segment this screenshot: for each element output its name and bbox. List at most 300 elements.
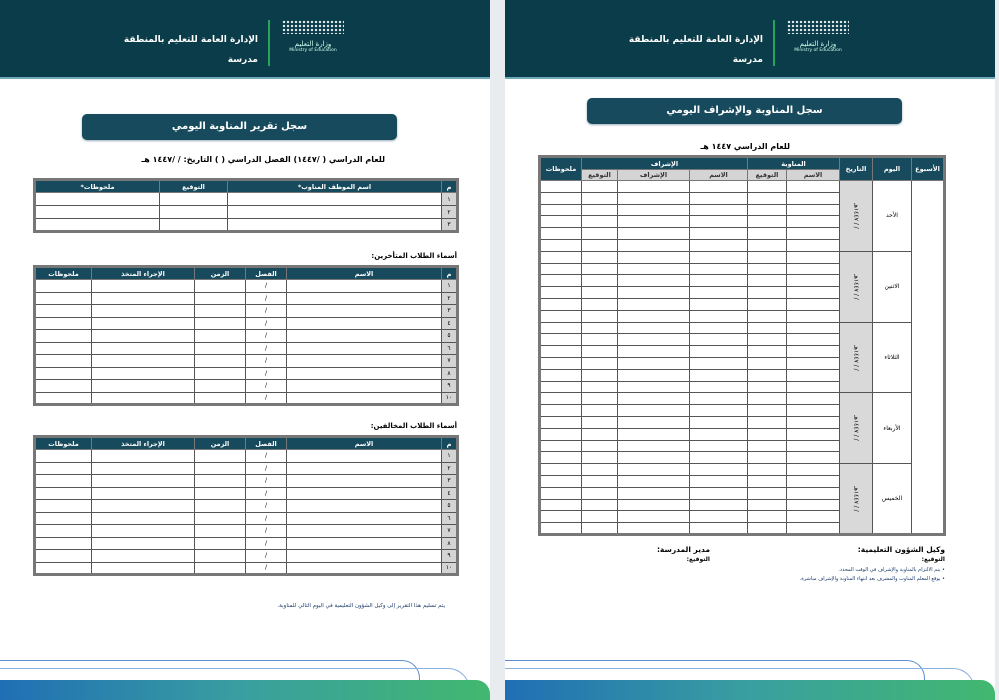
input-cell[interactable] — [787, 251, 840, 263]
input-cell[interactable] — [787, 239, 840, 251]
input-cell[interactable] — [195, 537, 246, 550]
input-cell[interactable] — [689, 298, 747, 310]
class-cell[interactable]: / — [246, 450, 287, 463]
input-cell[interactable] — [747, 263, 786, 275]
input-cell[interactable] — [787, 322, 840, 334]
input-cell[interactable] — [747, 416, 786, 428]
input-cell[interactable] — [92, 355, 195, 368]
class-cell[interactable]: / — [246, 525, 287, 538]
input-cell[interactable] — [617, 487, 689, 499]
input-cell[interactable] — [617, 216, 689, 228]
input-cell[interactable] — [617, 475, 689, 487]
input-cell[interactable] — [540, 475, 582, 487]
input-cell[interactable] — [617, 405, 689, 417]
input-cell[interactable] — [787, 346, 840, 358]
input-cell[interactable] — [747, 275, 786, 287]
input-cell[interactable] — [747, 287, 786, 299]
input-cell[interactable] — [689, 263, 747, 275]
input-cell[interactable] — [195, 487, 246, 500]
input-cell[interactable] — [35, 219, 160, 232]
input-cell[interactable] — [540, 275, 582, 287]
input-cell[interactable] — [747, 310, 786, 322]
date-cell[interactable]: / / ١٤٤٧هـ — [840, 181, 873, 252]
week-cell[interactable] — [912, 181, 945, 535]
input-cell[interactable] — [787, 393, 840, 405]
input-cell[interactable] — [160, 193, 228, 206]
input-cell[interactable] — [35, 280, 92, 293]
class-cell[interactable]: / — [246, 342, 287, 355]
input-cell[interactable] — [747, 499, 786, 511]
input-cell[interactable] — [747, 452, 786, 464]
input-cell[interactable] — [540, 239, 582, 251]
input-cell[interactable] — [92, 380, 195, 393]
input-cell[interactable] — [581, 381, 617, 393]
input-cell[interactable] — [92, 330, 195, 343]
input-cell[interactable] — [228, 193, 442, 206]
input-cell[interactable] — [195, 475, 246, 488]
input-cell[interactable] — [787, 499, 840, 511]
input-cell[interactable] — [540, 416, 582, 428]
input-cell[interactable] — [581, 428, 617, 440]
input-cell[interactable] — [617, 263, 689, 275]
class-cell[interactable]: / — [246, 280, 287, 293]
input-cell[interactable] — [747, 369, 786, 381]
input-cell[interactable] — [581, 181, 617, 193]
input-cell[interactable] — [35, 193, 160, 206]
input-cell[interactable] — [617, 452, 689, 464]
input-cell[interactable] — [689, 487, 747, 499]
input-cell[interactable] — [787, 428, 840, 440]
input-cell[interactable] — [787, 523, 840, 535]
name-cell[interactable] — [287, 500, 442, 513]
input-cell[interactable] — [747, 440, 786, 452]
input-cell[interactable] — [540, 334, 582, 346]
input-cell[interactable] — [581, 322, 617, 334]
input-cell[interactable] — [787, 216, 840, 228]
input-cell[interactable] — [195, 450, 246, 463]
input-cell[interactable] — [581, 511, 617, 523]
date-cell[interactable]: / / ١٤٤٧هـ — [840, 393, 873, 464]
input-cell[interactable] — [689, 464, 747, 476]
input-cell[interactable] — [195, 525, 246, 538]
input-cell[interactable] — [92, 392, 195, 405]
input-cell[interactable] — [787, 192, 840, 204]
input-cell[interactable] — [540, 346, 582, 358]
input-cell[interactable] — [35, 550, 92, 563]
input-cell[interactable] — [689, 216, 747, 228]
input-cell[interactable] — [787, 298, 840, 310]
input-cell[interactable] — [689, 239, 747, 251]
input-cell[interactable] — [35, 317, 92, 330]
input-cell[interactable] — [617, 381, 689, 393]
input-cell[interactable] — [747, 523, 786, 535]
input-cell[interactable] — [689, 181, 747, 193]
input-cell[interactable] — [617, 393, 689, 405]
input-cell[interactable] — [35, 380, 92, 393]
name-cell[interactable] — [287, 537, 442, 550]
class-cell[interactable]: / — [246, 537, 287, 550]
input-cell[interactable] — [747, 357, 786, 369]
input-cell[interactable] — [787, 440, 840, 452]
input-cell[interactable] — [92, 537, 195, 550]
input-cell[interactable] — [747, 393, 786, 405]
name-cell[interactable] — [287, 292, 442, 305]
input-cell[interactable] — [35, 562, 92, 575]
input-cell[interactable] — [581, 216, 617, 228]
input-cell[interactable] — [747, 192, 786, 204]
input-cell[interactable] — [540, 263, 582, 275]
input-cell[interactable] — [787, 381, 840, 393]
input-cell[interactable] — [92, 450, 195, 463]
input-cell[interactable] — [747, 334, 786, 346]
input-cell[interactable] — [747, 487, 786, 499]
input-cell[interactable] — [195, 550, 246, 563]
input-cell[interactable] — [747, 204, 786, 216]
class-cell[interactable]: / — [246, 330, 287, 343]
input-cell[interactable] — [581, 346, 617, 358]
input-cell[interactable] — [92, 487, 195, 500]
class-cell[interactable]: / — [246, 355, 287, 368]
input-cell[interactable] — [747, 464, 786, 476]
class-cell[interactable]: / — [246, 487, 287, 500]
input-cell[interactable] — [689, 228, 747, 240]
input-cell[interactable] — [617, 298, 689, 310]
class-cell[interactable]: / — [246, 292, 287, 305]
input-cell[interactable] — [617, 499, 689, 511]
date-cell[interactable]: / / ١٤٤٧هـ — [840, 322, 873, 393]
input-cell[interactable] — [540, 357, 582, 369]
name-cell[interactable] — [287, 330, 442, 343]
class-cell[interactable]: / — [246, 392, 287, 405]
input-cell[interactable] — [689, 192, 747, 204]
organization-name — [124, 30, 258, 70]
name-cell[interactable] — [287, 392, 442, 405]
input-cell[interactable] — [747, 511, 786, 523]
input-cell[interactable] — [92, 525, 195, 538]
input-cell[interactable] — [35, 305, 92, 318]
input-cell[interactable] — [160, 206, 228, 219]
class-cell[interactable]: / — [246, 380, 287, 393]
input-cell[interactable] — [689, 357, 747, 369]
name-cell[interactable] — [287, 487, 442, 500]
input-cell[interactable] — [787, 181, 840, 193]
input-cell[interactable] — [787, 405, 840, 417]
input-cell[interactable] — [540, 405, 582, 417]
input-cell[interactable] — [787, 475, 840, 487]
input-cell[interactable] — [689, 475, 747, 487]
input-cell[interactable] — [92, 292, 195, 305]
input-cell[interactable] — [787, 310, 840, 322]
name-cell[interactable] — [287, 462, 442, 475]
input-cell[interactable] — [617, 428, 689, 440]
input-cell[interactable] — [689, 452, 747, 464]
input-cell[interactable] — [540, 287, 582, 299]
name-cell[interactable] — [287, 355, 442, 368]
input-cell[interactable] — [617, 346, 689, 358]
input-cell[interactable] — [540, 322, 582, 334]
input-cell[interactable] — [195, 280, 246, 293]
input-cell[interactable] — [195, 317, 246, 330]
input-cell[interactable] — [540, 369, 582, 381]
input-cell[interactable] — [195, 500, 246, 513]
input-cell[interactable] — [617, 334, 689, 346]
input-cell[interactable] — [195, 355, 246, 368]
input-cell[interactable] — [747, 346, 786, 358]
student-header: م — [442, 437, 458, 450]
input-cell[interactable] — [617, 310, 689, 322]
input-cell[interactable] — [689, 322, 747, 334]
name-cell[interactable] — [287, 380, 442, 393]
name-cell[interactable] — [287, 280, 442, 293]
input-cell[interactable] — [581, 239, 617, 251]
input-cell[interactable] — [787, 228, 840, 240]
input-cell[interactable] — [581, 440, 617, 452]
input-cell[interactable] — [35, 462, 92, 475]
input-cell[interactable] — [581, 275, 617, 287]
input-cell[interactable] — [787, 287, 840, 299]
input-cell[interactable] — [581, 464, 617, 476]
date-cell[interactable]: / / ١٤٤٧هـ — [840, 464, 873, 535]
name-cell[interactable] — [287, 305, 442, 318]
input-cell[interactable] — [617, 440, 689, 452]
input-cell[interactable] — [35, 392, 92, 405]
input-cell[interactable] — [540, 464, 582, 476]
input-cell[interactable] — [581, 263, 617, 275]
name-cell[interactable] — [287, 525, 442, 538]
input-cell[interactable] — [195, 292, 246, 305]
input-cell[interactable] — [747, 322, 786, 334]
input-cell[interactable] — [581, 416, 617, 428]
input-cell[interactable] — [787, 334, 840, 346]
input-cell[interactable] — [617, 275, 689, 287]
input-cell[interactable] — [747, 381, 786, 393]
input-cell[interactable] — [581, 310, 617, 322]
date-cell[interactable]: / / ١٤٤٧هـ — [840, 251, 873, 322]
input-cell[interactable] — [92, 475, 195, 488]
input-cell[interactable] — [92, 367, 195, 380]
input-cell[interactable] — [581, 251, 617, 263]
input-cell[interactable] — [228, 219, 442, 232]
input-cell[interactable] — [35, 355, 92, 368]
input-cell[interactable] — [35, 292, 92, 305]
class-cell[interactable]: / — [246, 500, 287, 513]
input-cell[interactable] — [540, 192, 582, 204]
input-cell[interactable] — [195, 392, 246, 405]
input-cell[interactable] — [747, 428, 786, 440]
input-cell[interactable] — [617, 322, 689, 334]
input-cell[interactable] — [581, 452, 617, 464]
input-cell[interactable] — [581, 369, 617, 381]
input-cell[interactable] — [540, 523, 582, 535]
input-cell[interactable] — [617, 251, 689, 263]
input-cell[interactable] — [540, 298, 582, 310]
name-cell[interactable] — [287, 342, 442, 355]
input-cell[interactable] — [689, 287, 747, 299]
input-cell[interactable] — [617, 204, 689, 216]
input-cell[interactable] — [35, 367, 92, 380]
input-cell[interactable] — [617, 464, 689, 476]
input-cell[interactable] — [540, 181, 582, 193]
input-cell[interactable] — [787, 416, 840, 428]
input-cell[interactable] — [617, 287, 689, 299]
input-cell[interactable] — [540, 251, 582, 263]
input-cell[interactable] — [617, 357, 689, 369]
input-cell[interactable] — [689, 369, 747, 381]
input-cell[interactable] — [617, 228, 689, 240]
input-cell[interactable] — [35, 450, 92, 463]
input-cell[interactable] — [540, 428, 582, 440]
input-cell[interactable] — [195, 462, 246, 475]
input-cell[interactable] — [747, 298, 786, 310]
input-cell[interactable] — [747, 405, 786, 417]
input-cell[interactable] — [747, 181, 786, 193]
input-cell[interactable] — [581, 228, 617, 240]
input-cell[interactable] — [581, 499, 617, 511]
input-cell[interactable] — [787, 357, 840, 369]
input-cell[interactable] — [747, 216, 786, 228]
input-cell[interactable] — [581, 298, 617, 310]
input-cell[interactable] — [617, 192, 689, 204]
input-cell[interactable] — [747, 251, 786, 263]
input-cell[interactable] — [92, 550, 195, 563]
input-cell[interactable] — [581, 393, 617, 405]
input-cell[interactable] — [581, 487, 617, 499]
class-cell[interactable]: / — [246, 475, 287, 488]
input-cell[interactable] — [540, 310, 582, 322]
input-cell[interactable] — [540, 393, 582, 405]
name-cell[interactable] — [287, 475, 442, 488]
input-cell[interactable] — [617, 369, 689, 381]
input-cell[interactable] — [617, 523, 689, 535]
input-cell[interactable] — [540, 499, 582, 511]
input-cell[interactable] — [540, 204, 582, 216]
input-cell[interactable] — [35, 330, 92, 343]
input-cell[interactable] — [787, 275, 840, 287]
input-cell[interactable] — [747, 239, 786, 251]
input-cell[interactable] — [92, 342, 195, 355]
input-cell[interactable] — [35, 512, 92, 525]
input-cell[interactable] — [195, 512, 246, 525]
input-cell[interactable] — [195, 330, 246, 343]
input-cell[interactable] — [35, 500, 92, 513]
input-cell[interactable] — [787, 487, 840, 499]
input-cell[interactable] — [689, 511, 747, 523]
input-cell[interactable] — [195, 367, 246, 380]
input-cell[interactable] — [689, 523, 747, 535]
input-cell[interactable] — [747, 475, 786, 487]
input-cell[interactable] — [787, 263, 840, 275]
input-cell[interactable] — [787, 369, 840, 381]
school-line: مدرسة — [227, 55, 258, 65]
input-cell[interactable] — [689, 204, 747, 216]
input-cell[interactable] — [689, 346, 747, 358]
input-cell[interactable] — [540, 452, 582, 464]
name-cell[interactable] — [287, 450, 442, 463]
input-cell[interactable] — [689, 251, 747, 263]
input-cell[interactable] — [35, 525, 92, 538]
class-cell[interactable]: / — [246, 462, 287, 475]
input-cell[interactable] — [35, 537, 92, 550]
input-cell[interactable] — [581, 334, 617, 346]
input-cell[interactable] — [689, 428, 747, 440]
input-cell[interactable] — [540, 440, 582, 452]
input-cell[interactable] — [787, 204, 840, 216]
input-cell[interactable] — [92, 500, 195, 513]
input-cell[interactable] — [540, 487, 582, 499]
input-cell[interactable] — [581, 475, 617, 487]
input-cell[interactable] — [92, 562, 195, 575]
input-cell[interactable] — [581, 523, 617, 535]
input-cell[interactable] — [689, 393, 747, 405]
input-cell[interactable] — [581, 357, 617, 369]
input-cell[interactable] — [689, 405, 747, 417]
input-cell[interactable] — [581, 204, 617, 216]
name-cell[interactable] — [287, 367, 442, 380]
input-cell[interactable] — [689, 275, 747, 287]
input-cell[interactable] — [617, 181, 689, 193]
input-cell[interactable] — [540, 228, 582, 240]
input-cell[interactable] — [35, 342, 92, 355]
input-cell[interactable] — [195, 342, 246, 355]
class-cell[interactable]: / — [246, 562, 287, 575]
input-cell[interactable] — [195, 380, 246, 393]
input-cell[interactable] — [92, 280, 195, 293]
input-cell[interactable] — [92, 512, 195, 525]
input-cell[interactable] — [617, 239, 689, 251]
input-cell[interactable] — [617, 511, 689, 523]
input-cell[interactable] — [540, 381, 582, 393]
principal-signature-label: التوقيع: — [686, 556, 710, 563]
input-cell[interactable] — [689, 334, 747, 346]
class-cell[interactable]: / — [246, 367, 287, 380]
class-cell[interactable]: / — [246, 512, 287, 525]
input-cell[interactable] — [540, 511, 582, 523]
class-cell[interactable]: / — [246, 317, 287, 330]
input-cell[interactable] — [787, 464, 840, 476]
row-number: ٧ — [442, 355, 458, 368]
input-cell[interactable] — [689, 310, 747, 322]
input-cell[interactable] — [581, 192, 617, 204]
input-cell[interactable] — [35, 487, 92, 500]
input-cell[interactable] — [689, 499, 747, 511]
input-cell[interactable] — [689, 381, 747, 393]
input-cell[interactable] — [747, 228, 786, 240]
class-cell[interactable]: / — [246, 305, 287, 318]
name-cell[interactable] — [287, 550, 442, 563]
name-cell[interactable] — [287, 317, 442, 330]
input-cell[interactable] — [92, 305, 195, 318]
input-cell[interactable] — [228, 206, 442, 219]
input-cell[interactable] — [35, 206, 160, 219]
input-cell[interactable] — [35, 475, 92, 488]
input-cell[interactable] — [787, 452, 840, 464]
class-cell[interactable]: / — [246, 550, 287, 563]
input-cell[interactable] — [787, 511, 840, 523]
input-cell[interactable] — [689, 440, 747, 452]
input-cell[interactable] — [195, 562, 246, 575]
input-cell[interactable] — [92, 317, 195, 330]
input-cell[interactable] — [581, 287, 617, 299]
input-cell[interactable] — [540, 216, 582, 228]
input-cell[interactable] — [581, 405, 617, 417]
input-cell[interactable] — [617, 416, 689, 428]
input-cell[interactable] — [689, 416, 747, 428]
input-cell[interactable] — [195, 305, 246, 318]
input-cell[interactable] — [160, 219, 228, 232]
name-cell[interactable] — [287, 562, 442, 575]
name-cell[interactable] — [287, 512, 442, 525]
input-cell[interactable] — [92, 462, 195, 475]
